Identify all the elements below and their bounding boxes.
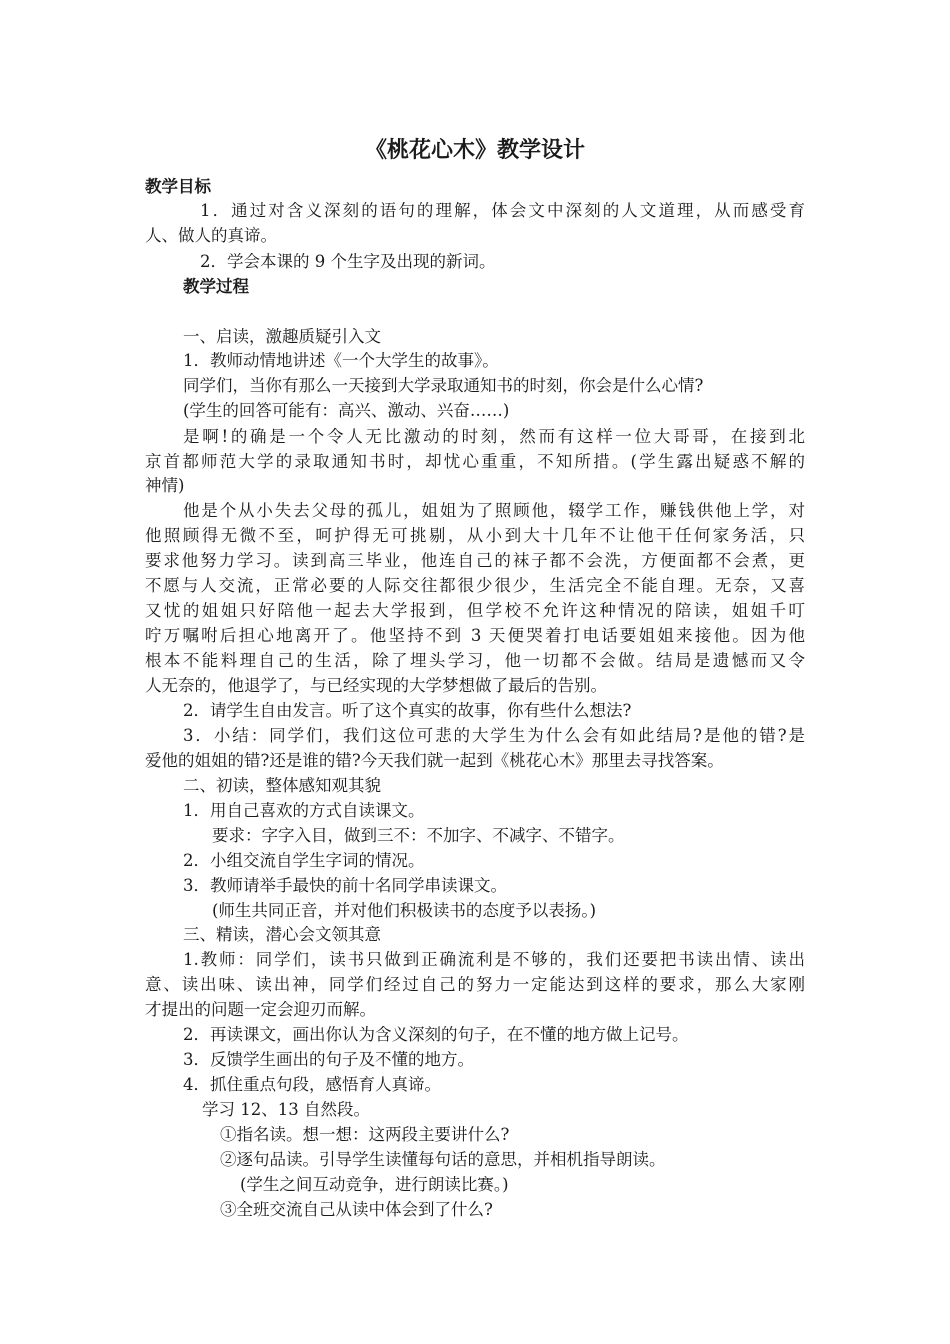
part3-sub-3: ③全班交流自己从读中体会到了什么?: [220, 1200, 493, 1219]
story-p2-line: 他是个从小失去父母的孤儿，姐姐为了照顾他，辍学工作，赚钱供他上学，对: [183, 501, 805, 520]
objective-1-line-1: 1．通过对含义深刻的语句的理解，体会文中深刻的人文道理，从而感受育: [200, 201, 805, 220]
part3-study: 学习 12、13 自然段。: [202, 1100, 370, 1119]
part3-step-2: 2．再读课文，画出你认为含义深刻的句子，在不懂的地方做上记号。: [183, 1025, 689, 1044]
story-p1-line: 神情): [145, 476, 185, 495]
part3-heading: 三、精读，潜心会文领其意: [183, 925, 381, 944]
part1-heading: 一、启读，激趣质疑引入文: [183, 327, 381, 346]
part3-step-4: 4．抓住重点句段，感悟育人真谛。: [183, 1075, 441, 1094]
objective-1-line-2: 人、做人的真谛。: [145, 226, 277, 245]
story-p2-line: 不愿与人交流，正常必要的人际交往都很少很少，生活完全不能自理。无奈，又喜: [145, 576, 805, 595]
document-title: 《桃花心木》教学设计: [364, 137, 585, 163]
part1-step-2: 2．请学生自由发言。听了这个真实的故事，你有些什么想法?: [183, 701, 632, 720]
part2-step-3: 3．教师请举手最快的前十名同学串读课文。: [183, 876, 507, 895]
story-p2-line: 根本不能料理自己的生活，除了埋头学习，他一切都不会做。结局是遗憾而又令: [145, 651, 805, 670]
story-p1-line: 是啊!的确是一个令人无比激动的时刻，然而有这样一位大哥哥，在接到北: [183, 427, 805, 446]
part1-step-1: 1．教师动情地讲述《一个大学生的故事》。: [183, 351, 499, 370]
part1-question: 同学们，当你有那么一天接到大学录取通知书的时刻，你会是什么心情?: [183, 376, 704, 395]
objective-2: 2．学会本课的 9 个生字及出现的新词。: [200, 252, 496, 271]
story-p2-line: 他照顾得无微不至，呵护得无可挑剔，从小到大十几年不让他干任何家务活，只: [145, 526, 805, 545]
part3-step-1-line: 意、读出味、读出神，同学们经过自己的努力一定能达到这样的要求，那么大家刚: [145, 975, 805, 994]
part2-step-2: 2．小组交流自学生字词的情况。: [183, 851, 425, 870]
story-p2-line: 咛万嘱咐后担心地离开了。他坚持不到 3 天便哭着打电话要姐姐来接他。因为他: [145, 626, 805, 645]
objectives-heading: 教学目标: [145, 177, 211, 196]
part1-step-3-line: 3．小结：同学们，我们这位可悲的大学生为什么会有如此结局?是他的错?是: [183, 726, 805, 745]
part2-step-1: 1．用自己喜欢的方式自读课文。: [183, 801, 425, 820]
part3-sub-1: ①指名读。想一想：这两段主要讲什么?: [220, 1125, 510, 1144]
part3-sub-2: ②逐句品读。引导学生读懂每句话的意思，并相机指导朗读。: [220, 1150, 666, 1169]
part2-heading: 二、初读，整体感知观其貌: [183, 776, 381, 795]
process-heading: 教学过程: [183, 277, 249, 296]
part2-requirement: 要求：字字入目，做到三不：不加字、不减字、不错字。: [212, 826, 625, 845]
part3-step-1-line: 才提出的问题一定会迎刃而解。: [145, 1000, 376, 1019]
part3-step-1-line: 1.教师：同学们，读书只做到正确流利是不够的，我们还要把书读出情、读出: [183, 950, 805, 969]
story-p1-line: 京首都师范大学的录取通知书时，却忧心重重，不知所措。(学生露出疑惑不解的: [145, 452, 805, 471]
story-p2-line: 又忧的姐姐只好陪他一起去大学报到，但学校不允许这种情况的陪读，姐姐千叮: [145, 601, 805, 620]
part1-answer: (学生的回答可能有：高兴、激动、兴奋……): [183, 401, 510, 420]
story-p2-line: 要求他努力学习。读到高三毕业，他连自己的袜子都不会洗，方便面都不会煮，更: [145, 551, 805, 570]
part2-note: (师生共同正音，并对他们积极读书的态度予以表扬。): [212, 901, 597, 920]
part3-step-3: 3．反馈学生画出的句子及不懂的地方。: [183, 1050, 474, 1069]
part3-sub-2-note: (学生之间互动竞争，进行朗读比赛。): [240, 1175, 509, 1194]
part1-step-3-line: 爱他的姐姐的错?还是谁的错?今天我们就一起到《桃花心木》那里去寻找答案。: [145, 751, 724, 770]
story-p2-line: 人无奈的，他退学了，与已经实现的大学梦想做了最后的告别。: [145, 676, 607, 695]
